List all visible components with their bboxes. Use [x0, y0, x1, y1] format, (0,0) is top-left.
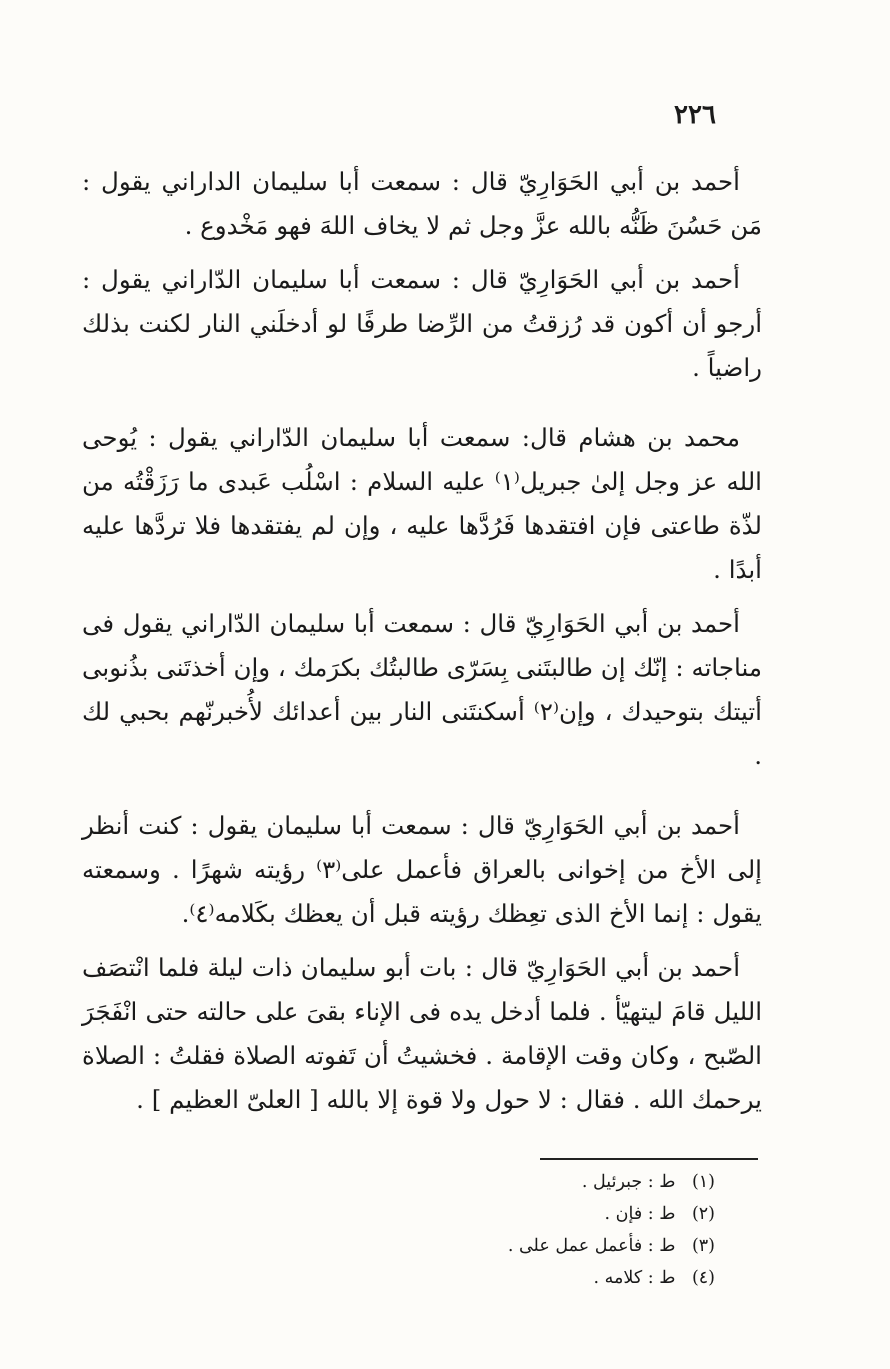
footnote-divider: [540, 1158, 758, 1160]
footnote-number: (٢): [691, 1204, 715, 1224]
paragraph-3: محمد بن هشام قال: سمعت أبا سليمان الدّاراني يقول : يُوحى الله عز وجل إلىٰ جبريل⁽١⁾ عليه السلام : اسْلُب عَبدى ما رَزَقْتُه من لذّة طاعتى فإن افتقدها فَرُدَّها عليه ، وإن لم يفتقدها فلا تردَّها عليه أبدًا .: [82, 423, 762, 584]
footnote-number: (٣): [691, 1236, 715, 1256]
main-text: [82, 160, 762, 1132]
footnote-text: ط : فإن .: [604, 1204, 676, 1224]
paragraph-1: أحمد بن أبي الحَوَارِيّ قال : سمعت أبا سليمان الداراني يقول : مَن حَسُنَ ظَنُّه بالله عزَّ وجل ثم لا يخاف اللهَ فهو مَخْدوع .: [82, 167, 762, 240]
footnote-text: ط : جبرئيل .: [581, 1172, 676, 1192]
footnote-text: ط : فأعمل عمل على .: [507, 1236, 676, 1256]
paragraph-5: أحمد بن أبي الحَوَارِيّ قال : سمعت أبا سليمان يقول : كنت أنظر إلى الأخ من إخوانى بالعراق فأعمل على⁽٣⁾ رؤيته شهرًا . وسمعته يقول : إنما الأخ الذى تعِظك رؤيته قبل أن يعظك بكَلامه⁽٤⁾.: [82, 811, 762, 928]
paragraph-2: أحمد بن أبي الحَوَارِيّ قال : سمعت أبا سليمان الدّاراني يقول : أرجو أن أكون قد رُزقتُ من الرِّضا طرفًا لو أدخلَني النار لكنت بذلك راضياً .: [82, 265, 762, 382]
footnote-2: [420, 1198, 715, 1230]
footnote-number: (١): [691, 1172, 715, 1192]
footnote-text: ط : كلامه .: [593, 1268, 676, 1288]
paragraph-4: أحمد بن أبي الحَوَارِيّ قال : سمعت أبا سليمان الدّاراني يقول فى مناجاته : إنّك إن طالبتَنى بِسَرّى طالبتُك بكرَمك ، وإن أخذتَنى بذُنوبى أتيتك بتوحيدك ، وإن⁽٢⁾ أسكنتَنى النار بين أعدائك لأُخبرنّهم بحبي لك .: [82, 609, 762, 770]
footnote-1: [420, 1166, 715, 1198]
paragraph-6: أحمد بن أبي الحَوَارِيّ قال : بات أبو سليمان ذات ليلة فلما انْتصَف الليل قامَ ليتهيّأ . فلما أدخل يده فى الإناء بقىَ على حالته حتى انْفَجَرَ الصّبح ، وكان وقت الإقامة . فخشيتُ أن تَفوته الصلاة فقلتُ : الصلاة يرحمك الله . فقال : لا حول ولا قوة إلا بالله [ العلىّ العظيم ] .: [82, 953, 762, 1114]
footnote-4: [420, 1262, 715, 1294]
page-number: ٢٢٦: [674, 100, 716, 130]
footnote-3: [420, 1230, 715, 1262]
footnotes: [420, 1166, 715, 1294]
footnote-number: (٤): [691, 1268, 715, 1288]
